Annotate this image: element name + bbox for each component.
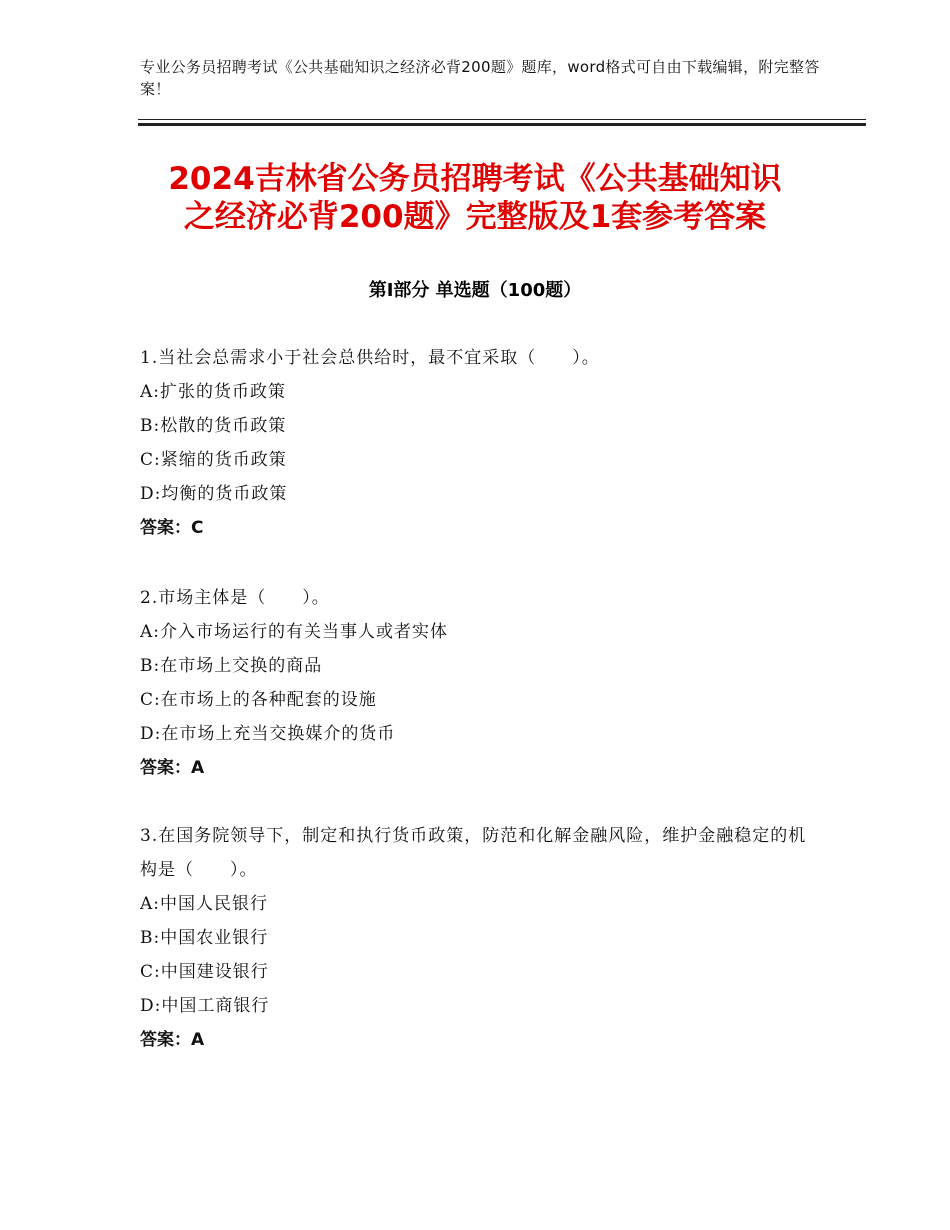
header-note: 专业公务员招聘考试《公共基础知识之经济必背200题》题库，word格式可自由下载编辑，附完整答案！ bbox=[140, 58, 820, 98]
question-stem: 1.当社会总需求小于社会总供给时，最不宜采取（ ）。 bbox=[140, 348, 600, 368]
option-c: C:在市场上的各种配套的设施 bbox=[140, 690, 377, 710]
option-c: C:中国建设银行 bbox=[140, 962, 269, 982]
question-stem: 2.市场主体是（ ）。 bbox=[140, 588, 330, 608]
option-d: D:中国工商银行 bbox=[140, 996, 270, 1016]
answer: 答案：C bbox=[140, 518, 204, 538]
option-a: A:中国人民银行 bbox=[140, 894, 269, 914]
answer: 答案：A bbox=[140, 1030, 205, 1050]
section-title: 第I部分 单选题（100题） bbox=[368, 280, 582, 301]
question-3 bbox=[140, 819, 820, 1057]
question-2 bbox=[140, 581, 820, 785]
option-a: A:介入市场运行的有关当事人或者实体 bbox=[140, 622, 449, 642]
option-b: B:在市场上交换的商品 bbox=[140, 656, 323, 676]
title-line-1: 2024吉林省公务员招聘考试《公共基础知识 bbox=[168, 161, 782, 197]
title-line-2: 之经济必背200题》完整版及1套参考答案 bbox=[183, 199, 767, 235]
question-stem: 3.在国务院领导下，制定和执行货币政策，防范和化解金融风险，维护金融稳定的机构是（ ）。 bbox=[140, 826, 807, 880]
option-d: D:在市场上充当交换媒介的货币 bbox=[140, 724, 396, 744]
option-b: B:中国农业银行 bbox=[140, 928, 269, 948]
option-c: C:紧缩的货币政策 bbox=[140, 450, 287, 470]
option-b: B:松散的货币政策 bbox=[140, 416, 287, 436]
option-a: A:扩张的货币政策 bbox=[140, 382, 287, 402]
document-title bbox=[100, 160, 850, 236]
header-divider-thick bbox=[138, 123, 866, 126]
header-divider-thin bbox=[138, 119, 866, 120]
answer: 答案：A bbox=[140, 758, 205, 778]
question-1 bbox=[140, 341, 820, 545]
option-d: D:均衡的货币政策 bbox=[140, 484, 288, 504]
